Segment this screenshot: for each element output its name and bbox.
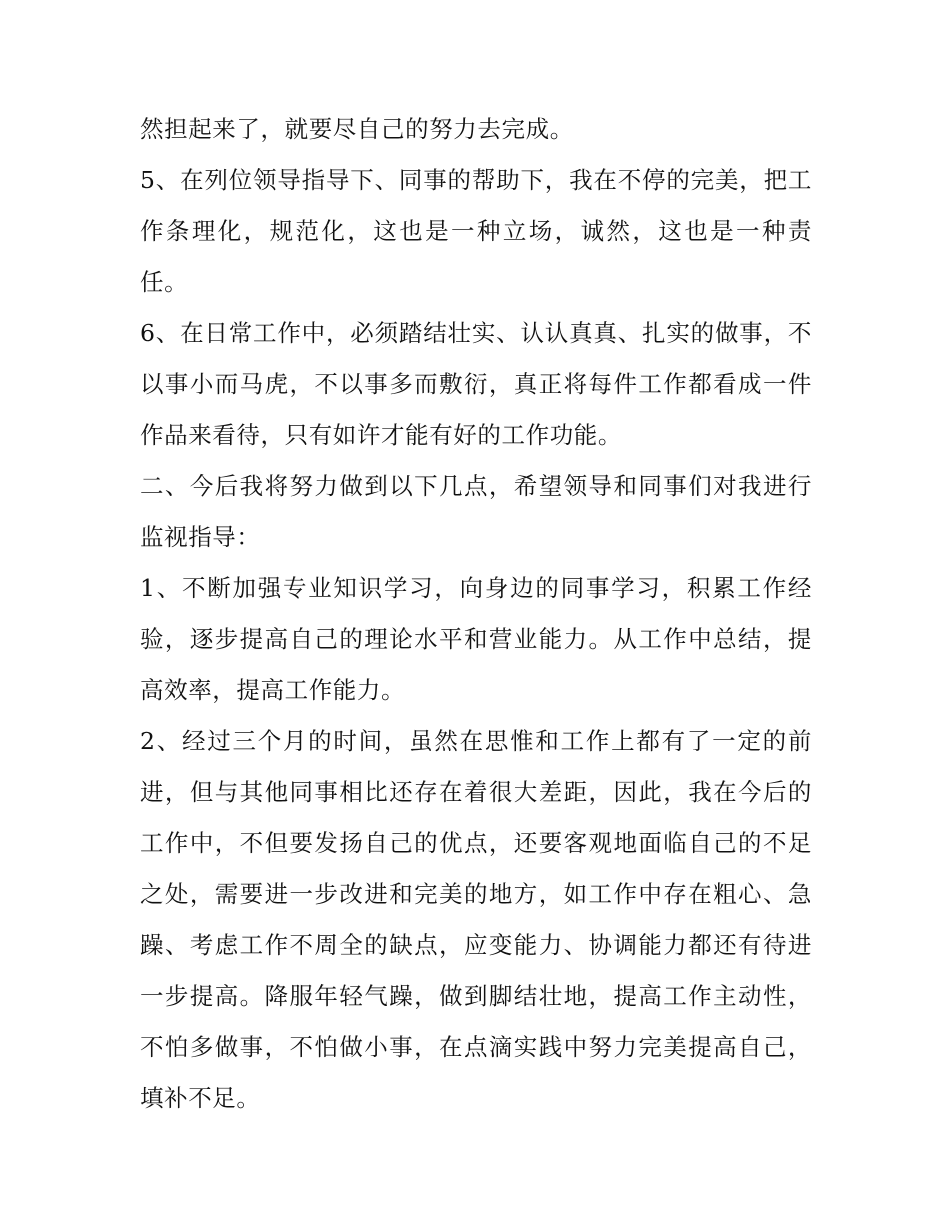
paragraph-plan-1: 1、不断加强专业知识学习，向身边的同事学习，积累工作经验，逐步提高自己的理论水平和营业能力。从工作中总结，提高效率，提高工作能力。 [140,574,812,704]
paragraph-plan-2: 2、经过三个月的时间，虽然在思惟和工作上都有了一定的前进，但与其他同事相比还存在着很大差距，因此，我在今后的工作中，不但要发扬自己的优点，还要客观地面临自己的不足之处，需要进一步改进和完美的地方，如工作中存在粗心、急躁、考虑工作不周全的缺点，应变能力、协调能力都还有待进一步提高。降服年轻气躁，做到脚结壮地，提高工作主动性，不怕多做事，不怕做小事，在点滴实践中努力完美提高自己，填补不足。 [140,727,812,1112]
paragraph-item-6: 6、在日常工作中，必须踏结壮实、认认真真、扎实的做事，不以事小而马虎，不以事多而敷衍，真正将每件工作都看成一件作品来看待，只有如许才能有好的工作功能。 [140,319,812,449]
document-body [140,104,812,1124]
section-heading-2: 二、今后我将努力做到以下几点，希望领导和同事们对我进行监视指导： [140,472,812,551]
paragraph-continuation: 然担起来了，就要尽自己的努力去完成。 [140,115,574,143]
paragraph-item-5: 5、在列位领导指导下、同事的帮助下，我在不停的完美，把工作条理化，规范化，这也是一种立场，诚然，这也是一种责任。 [140,166,812,296]
